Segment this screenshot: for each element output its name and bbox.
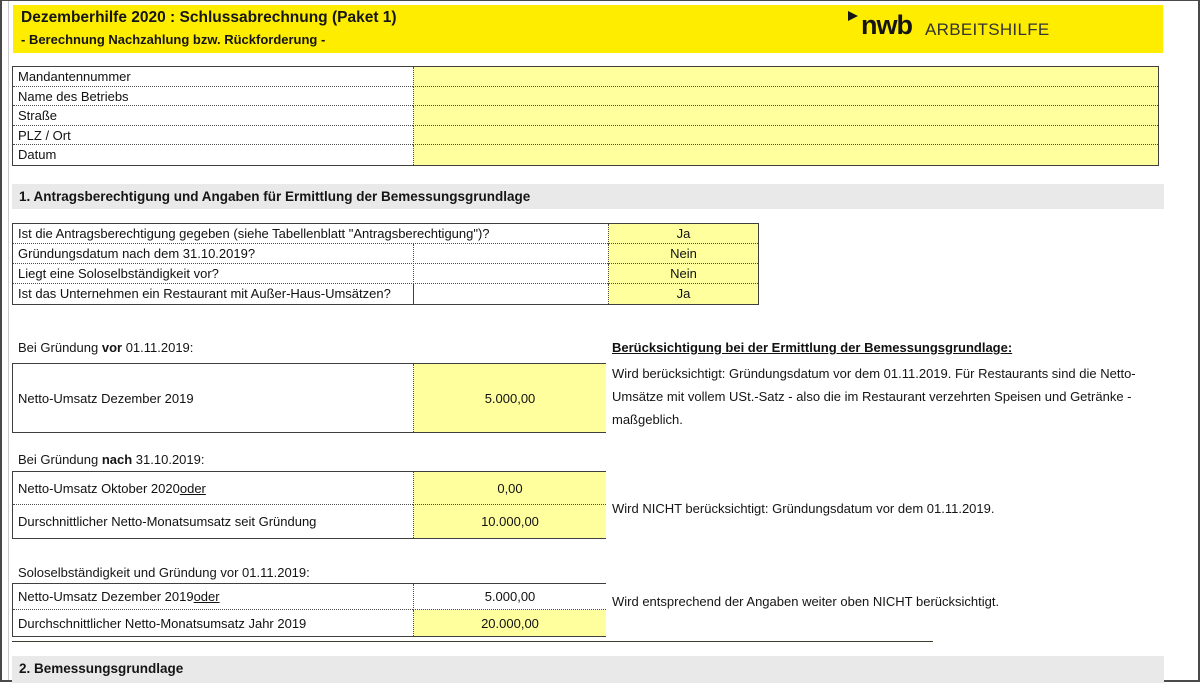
logo-suffix-text: ARBEITSHILFE <box>925 20 1050 39</box>
input-name-des-betriebs[interactable] <box>413 87 1158 107</box>
pane-divider <box>8 1 9 680</box>
label-mandantennummer: Mandantennummer <box>13 67 413 87</box>
guidance-heading: Berücksichtigung bei der Ermittlung der Bemessungsgrundlage: <box>612 340 1013 355</box>
caption-solo: Soloselbständigkeit und Gründung vor 01.11.2019: <box>18 565 310 580</box>
content-divider-line <box>12 641 933 642</box>
question-antragsberechtigung: Ist die Antragsberechtigung gegeben (siehe Tabellenblatt "Antragsberechtigung")? <box>13 224 608 244</box>
section-1-heading: 1. Antragsberechtigung und Angaben für Ermittlung der Bemessungsgrundlage <box>12 184 1164 209</box>
section-2-heading: 2. Bemessungsgrundlage <box>12 656 1164 683</box>
eligibility-questions-table <box>12 223 759 305</box>
guidance-founding-after: Wird NICHT berücksichtigt: Gründungsdatum vor dem 01.11.2019. <box>612 501 995 516</box>
label-monatsumsatz-jahr-2019: Durchschnittlicher Netto-Monatsumsatz Jahr 2019 <box>18 615 307 631</box>
input-monatsumsatz-seit-gruendung[interactable]: 10.000,00 <box>413 505 606 538</box>
nwb-logo <box>848 5 1148 53</box>
answer-restaurant[interactable]: Ja <box>608 284 758 304</box>
cell-divider <box>413 284 414 304</box>
label-netto-umsatz-okt-2020: Netto-Umsatz Oktober 2020 oder <box>13 472 413 505</box>
cell-divider <box>413 244 414 284</box>
guidance-founding-before: Wird berücksichtigt: Gründungsdatum vor dem 01.11.2019. Für Restaurants sind die Netto-Umsätze mit vollem USt.-Satz - also die im Restaurant verzehrten Speisen und Getränke - maßgeblich. <box>612 366 1136 427</box>
solo-table <box>12 583 606 637</box>
page-title: Dezemberhilfe 2020 : Schlussabrechnung (Paket 1) <box>21 9 397 26</box>
input-plz-ort[interactable] <box>413 126 1158 146</box>
founding-after-table <box>12 471 606 539</box>
label-datum: Datum <box>18 147 57 163</box>
question-restaurant: Ist das Unternehmen ein Restaurant mit Außer-Haus-Umsätzen? <box>18 286 391 301</box>
client-info-table <box>12 66 1159 166</box>
question-gruendungsdatum: Gründungsdatum nach dem 31.10.2019? <box>13 244 608 264</box>
label-monatsumsatz-seit-gruendung: Durschnittlicher Netto-Monatsumsatz seit Gründung <box>18 514 317 529</box>
label-name-des-betriebs: Name des Betriebs <box>13 87 413 107</box>
input-netto-umsatz-okt-2020[interactable]: 0,00 <box>413 472 606 505</box>
label-netto-umsatz-dez-2019: Netto-Umsatz Dezember 2019 <box>18 390 194 406</box>
page-subtitle: - Berechnung Nachzahlung bzw. Rückforderung - <box>21 32 326 47</box>
title-band <box>13 5 1163 53</box>
input-netto-umsatz-dez-2019[interactable]: 5.000,00 <box>413 364 606 432</box>
answer-gruendungsdatum[interactable]: Nein <box>608 244 758 264</box>
input-strasse[interactable] <box>413 106 1158 126</box>
founding-before-table <box>12 363 606 433</box>
logo-brand-text: nwb <box>861 10 912 40</box>
answer-antragsberechtigung[interactable]: Ja <box>608 224 758 244</box>
question-soloselbstaendigkeit: Liegt eine Soloselbständigkeit vor? <box>13 264 608 284</box>
input-monatsumsatz-jahr-2019[interactable]: 20.000,00 <box>413 610 606 636</box>
caption-founding-after: Bei Gründung nach 31.10.2019: <box>18 452 205 467</box>
guidance-solo: Wird entsprechend der Angaben weiter oben NICHT berücksichtigt. <box>612 594 1000 609</box>
label-plz-ort: PLZ / Ort <box>13 126 413 146</box>
label-netto-umsatz-dez-2019-oder: Netto-Umsatz Dezember 2019 oder <box>13 584 413 610</box>
caption-founding-before: Bei Gründung vor 01.11.2019: <box>18 340 194 355</box>
label-strasse: Straße <box>13 106 413 126</box>
triangle-icon <box>848 11 858 21</box>
input-mandantennummer[interactable] <box>413 67 1158 87</box>
answer-soloselbstaendigkeit[interactable]: Nein <box>608 264 758 284</box>
value-netto-umsatz-dez-2019: 5.000,00 <box>413 584 606 610</box>
input-datum[interactable] <box>413 145 1158 165</box>
